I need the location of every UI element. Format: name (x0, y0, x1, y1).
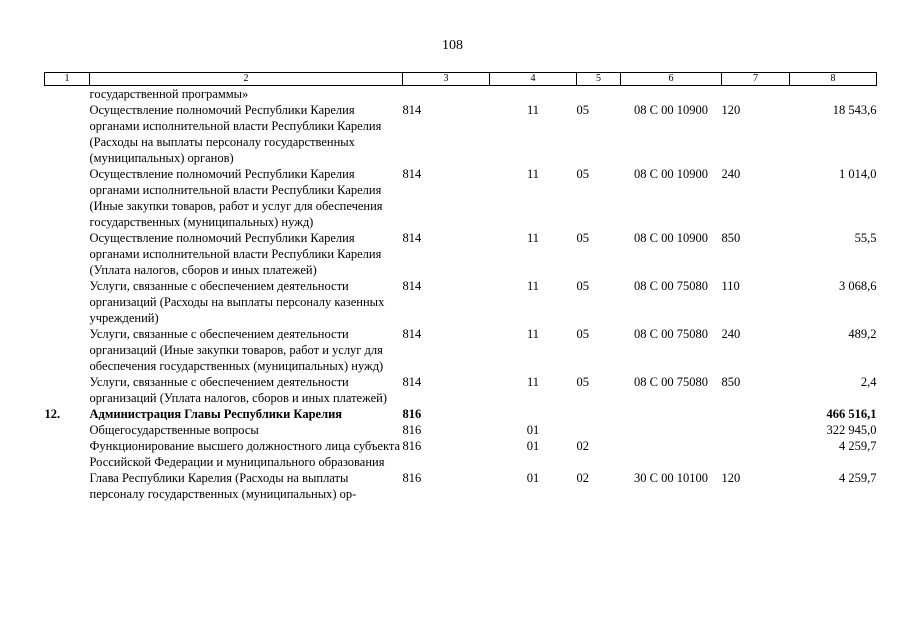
subsection-code: 05 (576, 375, 589, 389)
section-code: 01 (526, 471, 540, 485)
expense-type-code: 240 (721, 167, 741, 181)
row-number (45, 422, 90, 438)
amount: 466 516,1 (826, 407, 877, 421)
amount: 322 945,0 (826, 423, 877, 437)
item-name: Осуществление полномочий Республики Карелия органами исполнительной власти Республики Карелия (Уплата налогов, сборов и иных платежей) (89, 231, 382, 277)
page-number: 108 (442, 38, 463, 53)
subsection-code: 05 (576, 279, 589, 293)
item-name: Услуги, связанные с обеспечением деятельности организаций (Иные закупки товаров, работ и услуг для обеспечения государственных (муниципальных) нужд) (89, 327, 384, 373)
amount: 489,2 (848, 327, 877, 341)
target-article-code: 08 С 00 10900 (634, 103, 708, 117)
admin-code: 814 (402, 103, 422, 117)
expense-type-code: 120 (721, 103, 741, 117)
admin-code: 816 (402, 407, 422, 421)
section-code: 11 (526, 327, 540, 341)
amount: 1 014,0 (839, 167, 877, 181)
expense-type-code: 850 (721, 231, 741, 245)
amount (790, 86, 877, 103)
subsection-code: 02 (576, 471, 589, 485)
section-code: 11 (526, 231, 540, 245)
column-number-row (45, 73, 877, 86)
target-article-code (621, 422, 722, 438)
table-row (45, 102, 877, 166)
admin-code: 814 (402, 327, 422, 341)
admin-code: 816 (402, 439, 422, 453)
column-header: 4 (490, 73, 577, 86)
row-number (45, 230, 90, 278)
table-row (45, 438, 877, 470)
target-article-code: 08 С 00 75080 (634, 327, 708, 341)
column-header: 5 (577, 73, 621, 86)
table-row (45, 166, 877, 230)
target-article-code (621, 406, 722, 422)
table-row (45, 230, 877, 278)
section-code: 11 (526, 375, 540, 389)
admin-code: 814 (402, 279, 422, 293)
admin-code: 816 (402, 423, 422, 437)
target-article-code: 08 С 00 10900 (634, 231, 708, 245)
target-article-code: 30 С 00 10100 (634, 471, 708, 485)
row-number (45, 278, 90, 326)
item-name: Глава Республики Карелия (Расходы на выплаты персоналу государственных (муниципальных) ор- (89, 471, 357, 501)
table-row (45, 422, 877, 438)
table-row (45, 374, 877, 406)
item-name: Общегосударственные вопросы (89, 423, 259, 437)
expense-type-code (722, 86, 790, 103)
subsection-code (577, 86, 621, 103)
expense-type-code (722, 438, 790, 470)
admin-code: 816 (402, 471, 422, 485)
target-article-code (621, 86, 722, 103)
target-article-code (621, 438, 722, 470)
table-row (45, 86, 877, 103)
subsection-code (577, 422, 621, 438)
row-number (45, 86, 90, 103)
amount: 3 068,6 (839, 279, 877, 293)
item-name: государственной программы» (89, 87, 249, 101)
column-header: 6 (621, 73, 722, 86)
table-row (45, 406, 877, 422)
row-number: 12. (44, 407, 61, 421)
section-code: 11 (526, 103, 540, 117)
item-name: Услуги, связанные с обеспечением деятельности организаций (Уплата налогов, сборов и иных платежей) (89, 375, 387, 405)
column-header: 2 (90, 73, 403, 86)
column-header: 7 (722, 73, 790, 86)
column-header: 1 (45, 73, 90, 86)
subsection-code: 05 (576, 103, 589, 117)
amount: 4 259,7 (839, 471, 877, 485)
amount: 18 543,6 (832, 103, 877, 117)
expense-type-code: 110 (721, 279, 740, 293)
expense-type-code: 120 (721, 471, 741, 485)
row-number (45, 438, 90, 470)
target-article-code: 08 С 00 75080 (634, 375, 708, 389)
subsection-code (577, 406, 621, 422)
column-header: 8 (790, 73, 877, 86)
admin-code (403, 86, 490, 103)
section-code: 11 (526, 279, 540, 293)
row-number (45, 470, 90, 502)
table-row (45, 278, 877, 326)
amount: 2,4 (860, 375, 877, 389)
subsection-code: 05 (576, 167, 589, 181)
subsection-code: 05 (576, 327, 589, 341)
row-number (45, 374, 90, 406)
item-name: Администрация Главы Республики Карелия (89, 407, 343, 421)
table-row (45, 470, 877, 502)
amount: 4 259,7 (839, 439, 877, 453)
admin-code: 814 (402, 375, 422, 389)
expense-type-code: 240 (721, 327, 741, 341)
target-article-code: 08 С 00 10900 (634, 167, 708, 181)
amount: 55,5 (854, 231, 877, 245)
row-number (45, 166, 90, 230)
target-article-code: 08 С 00 75080 (634, 279, 708, 293)
section-code: 01 (526, 423, 540, 437)
section-code (490, 86, 577, 103)
row-number (45, 326, 90, 374)
budget-table (44, 72, 877, 502)
item-name: Осуществление полномочий Республики Карелия органами исполнительной власти Республики Карелия (Иные закупки товаров, работ и услуг для обеспечения государственных (муниципальных) нужд) (89, 167, 383, 229)
item-name: Осуществление полномочий Республики Карелия органами исполнительной власти Республики Карелия (Расходы на выплаты персоналу государственных (муниципальных) органов) (89, 103, 382, 165)
item-name: Функционирование высшего должностного лица субъекта Российской Федерации и муниципального образования (89, 439, 401, 469)
section-code: 11 (526, 167, 540, 181)
expense-type-code: 850 (721, 375, 741, 389)
expense-type-code (722, 422, 790, 438)
admin-code: 814 (402, 231, 422, 245)
row-number (45, 102, 90, 166)
admin-code: 814 (402, 167, 422, 181)
subsection-code: 05 (576, 231, 589, 245)
subsection-code: 02 (576, 439, 589, 453)
item-name: Услуги, связанные с обеспечением деятельности организаций (Расходы на выплаты персоналу казенных учреждений) (89, 279, 385, 325)
section-code (490, 406, 577, 422)
column-header: 3 (403, 73, 490, 86)
section-code: 01 (526, 439, 540, 453)
expense-type-code (722, 406, 790, 422)
table-row (45, 326, 877, 374)
